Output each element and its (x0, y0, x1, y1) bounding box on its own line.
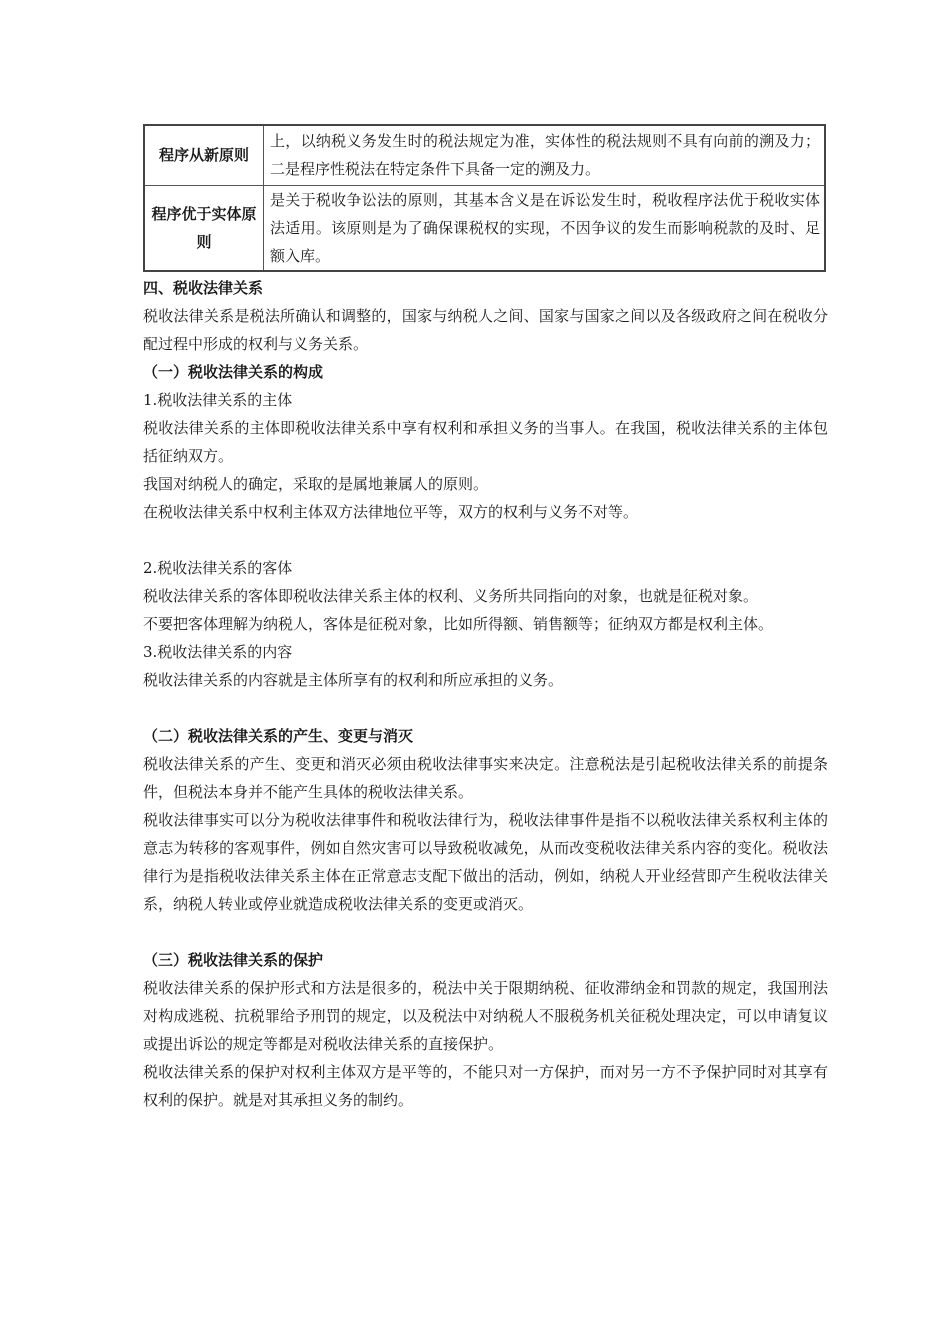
blank-line (143, 526, 828, 554)
table-row (144, 125, 825, 185)
paragraph: 税收法律关系的主体即税收法律关系中享有权利和承担义务的当事人。在我国，税收法律关系的主体包括征纳双方。 (143, 419, 828, 465)
document-page (143, 124, 828, 1114)
principle-description: 上，以纳税义务发生时的税法规定为准，实体性的税法规则不具有向前的溯及力；二是程序性税法在特定条件下具备一定的溯及力。 (264, 125, 826, 185)
paragraph: 税收法律关系的客体即税收法律关系主体的权利、义务所共同指向的对象，也就是征税对象。 (143, 587, 759, 605)
paragraph: 税收法律关系的保护对权利主体双方是平等的，不能只对一方保护，而对另一方不予保护同时对其享有权利的保护。就是对其承担义务的制约。 (143, 1063, 828, 1109)
section-heading: 四、税收法律关系 (143, 279, 264, 297)
paragraph: 税收法律关系的保护形式和方法是很多的，税法中关于限期纳税、征收滞纳金和罚款的规定，我国刑法对构成逃税、抗税罪给予刑罚的规定，以及税法中对纳税人不服税务机关征税处理决定，可以申请复议或提出诉讼的规定等都是对税收法律关系的直接保护。 (143, 979, 828, 1053)
paragraph: 在税收法律关系中权利主体双方法律地位平等，双方的权利与义务不对等。 (143, 503, 639, 521)
paragraph: 不要把客体理解为纳税人，客体是征税对象，比如所得额、销售额等；征纳双方都是权利主体。 (143, 615, 774, 633)
principle-description: 是关于税收争讼法的原则，其基本含义是在诉讼发生时，税收程序法优于税收实体法适用。该原则是为了确保课税权的实现，不因争议的发生而影响税款的及时、足额入库。 (264, 185, 826, 271)
paragraph: 税收法律事实可以分为税收法律事件和税收法律行为，税收法律事件是指不以税收法律关系权利主体的意志为转移的客观事件，例如自然灾害可以导致税收减免，从而改变税收法律关系内容的变化。税收法律行为是指税收法律关系主体在正常意志支配下做出的活动，例如，纳税人开业经营即产生税收法律关系，纳税人转业或停业就造成税收法律关系的变更或消灭。 (143, 811, 828, 913)
blank-line (143, 694, 828, 722)
paragraph: 税收法律关系是税法所确认和调整的，国家与纳税人之间、国家与国家之间以及各级政府之间在税收分配过程中形成的权利与义务关系。 (143, 307, 828, 353)
item-heading: 3.税收法律关系的内容 (143, 643, 293, 661)
document-body (143, 274, 828, 1114)
subsection-heading: （二）税收法律关系的产生、变更与消灭 (143, 727, 414, 745)
principle-term: 程序从新原则 (144, 125, 264, 185)
paragraph: 税收法律关系的内容就是主体所享有的权利和所应承担的义务。 (143, 671, 564, 689)
item-heading: 1.税收法律关系的主体 (143, 391, 293, 409)
blank-line (143, 918, 828, 946)
table-row (144, 185, 825, 271)
principles-table (143, 124, 826, 272)
item-heading: 2.税收法律关系的客体 (143, 559, 293, 577)
subsection-heading: （一）税收法律关系的构成 (143, 363, 324, 381)
principle-term: 程序优于实体原则 (144, 185, 264, 271)
subsection-heading: （三）税收法律关系的保护 (143, 951, 324, 969)
paragraph: 税收法律关系的产生、变更和消灭必须由税收法律事实来决定。注意税法是引起税收法律关系的前提条件，但税法本身并不能产生具体的税收法律关系。 (143, 755, 828, 801)
paragraph: 我国对纳税人的确定，采取的是属地兼属人的原则。 (143, 475, 489, 493)
